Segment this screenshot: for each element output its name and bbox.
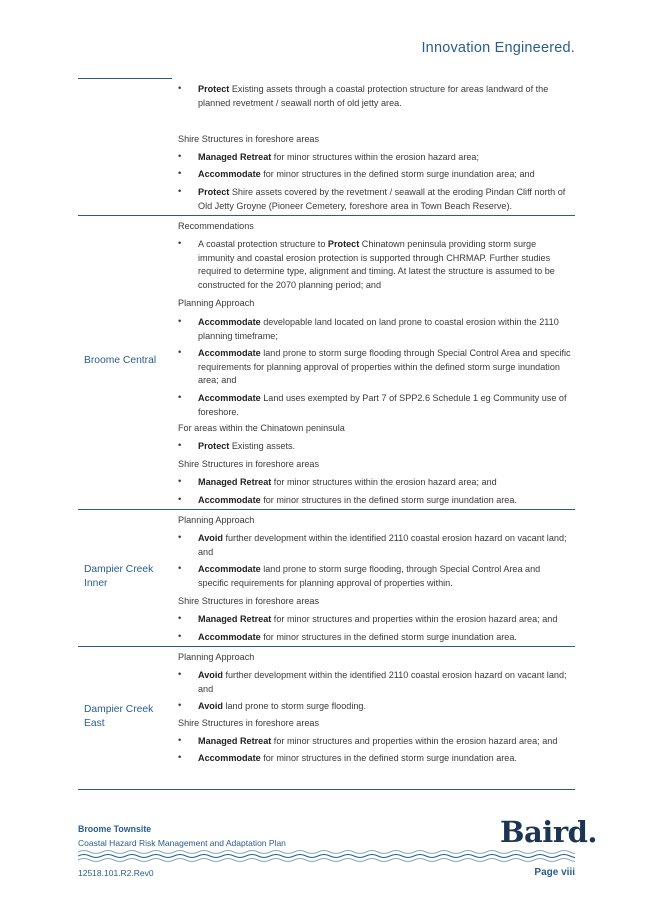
- baird-logo: Baird.: [500, 815, 597, 849]
- subheading: Shire Structures in foreshore areas: [178, 459, 320, 469]
- subheading: Planning Approach: [178, 652, 255, 662]
- bullet-dot: •: [178, 186, 182, 197]
- bullet-dot: •: [178, 347, 182, 358]
- bullet-text: Accommodate for minor structures in the defined storm surge inundation area; and: [198, 169, 535, 179]
- subheading: Shire Structures in foreshore areas: [178, 596, 320, 606]
- row-divider-east: [78, 646, 575, 647]
- bullet-text: Accommodate Land uses exempted by Part 7 of SPP2.6 Schedule 1 eg Community use of foreshore.: [198, 393, 567, 417]
- bullet-text: Accommodate developable land located on land prone to coastal erosion within the 2110 planning timeframe;: [198, 317, 559, 341]
- bullet-dot: •: [178, 700, 182, 711]
- bullet-text: Managed Retreat for minor structures and properties within the erosion hazard area; and: [198, 614, 558, 624]
- bullet-text: Avoid land prone to storm surge flooding.: [198, 701, 366, 711]
- bullet-dot: •: [178, 316, 182, 327]
- bullet-dot: •: [178, 476, 182, 487]
- bullet-dot: •: [178, 151, 182, 162]
- bullet-text: Managed Retreat for minor structures within the erosion hazard area; and: [198, 477, 497, 487]
- row-divider-broome: [78, 215, 575, 216]
- bullet-text: Protect Existing assets through a coastal protection structure for areas landward of the planned revetment / seawall north of old jetty area.: [198, 84, 549, 108]
- subheading: Shire Structures in foreshore areas: [178, 718, 320, 728]
- bullet-text: Accommodate for minor structures in the defined storm surge inundation area.: [198, 753, 517, 763]
- bullet-text: A coastal protection structure to Protect Chinatown peninsula providing storm surge immunity and coastal erosion protection is supported through CHRMAP. Further studies required to determine type, alignment and timing. At latest the structure is assumed to be constructed for the 2070 planning period; and: [198, 239, 555, 290]
- row-divider-inner: [78, 509, 575, 510]
- page-number: Page viii: [534, 867, 575, 878]
- bullet-text: Managed Retreat for minor structures within the erosion hazard area;: [198, 152, 480, 162]
- subheading: Recommendations: [178, 221, 254, 231]
- bullet-text: Accommodate for minor structures in the defined storm surge inundation area.: [198, 495, 517, 505]
- bullet-dot: •: [178, 532, 182, 543]
- bullet-dot: •: [178, 168, 182, 179]
- bullet-dot: •: [178, 752, 182, 763]
- table-top-rule: [78, 78, 172, 79]
- bullet-dot: •: [178, 563, 182, 574]
- bullet-dot: •: [178, 494, 182, 505]
- row-label-broome-central: Broome Central: [84, 355, 157, 366]
- bullet-text: Accommodate land prone to storm surge flooding, through Special Control Area and specific requirements for planning approval of properties within.: [198, 564, 541, 588]
- bullet-dot: •: [178, 735, 182, 746]
- bullet-text: Accommodate land prone to storm surge flooding through Special Control Area and specific requirements for planning approval of properties within the defined storm surge inundation area; and: [198, 348, 571, 385]
- subheading: Shire Structures in foreshore areas: [178, 134, 320, 144]
- bullet-dot: •: [178, 631, 182, 642]
- subheading: Planning Approach: [178, 515, 255, 525]
- bullet-dot: •: [178, 613, 182, 624]
- wave-divider-icon: [78, 848, 575, 862]
- row-label-dampier-creek-east: Dampier Creek East: [84, 704, 154, 729]
- subheading: For areas within the Chinatown peninsula: [178, 423, 345, 433]
- bullet-dot: •: [178, 669, 182, 680]
- tagline: Innovation Engineered.: [421, 40, 575, 56]
- footer-subtitle: Coastal Hazard Risk Management and Adaptation Plan: [78, 838, 286, 848]
- bullet-dot: •: [178, 238, 182, 249]
- table-bottom-rule: [78, 789, 575, 790]
- bullet-text: Managed Retreat for minor structures and properties within the erosion hazard area; and: [198, 736, 558, 746]
- bullet-text: Avoid further development within the identified 2110 coastal erosion hazard on vacant land; and: [198, 533, 567, 557]
- bullet-text: Protect Shire assets covered by the revetment / seawall at the eroding Pindan Cliff north of Old Jetty Groyne (Pioneer Cemetery, foreshore area in Town Beach Reserve).: [198, 187, 566, 211]
- bullet-dot: •: [178, 392, 182, 403]
- bullet-dot: •: [178, 440, 182, 451]
- bullet-text: Avoid further development within the identified 2110 coastal erosion hazard on vacant land; and: [198, 670, 567, 694]
- subheading: Planning Approach: [178, 298, 255, 308]
- document-number: 12518.101.R2.Rev0: [78, 868, 154, 878]
- bullet-text: Protect Existing assets.: [198, 441, 296, 451]
- bullet-text: Accommodate for minor structures in the defined storm surge inundation area.: [198, 632, 517, 642]
- bullet-dot: •: [178, 83, 182, 94]
- footer-title: Broome Townsite: [78, 824, 152, 834]
- row-label-dampier-creek-inner: Dampier Creek Inner: [84, 564, 154, 589]
